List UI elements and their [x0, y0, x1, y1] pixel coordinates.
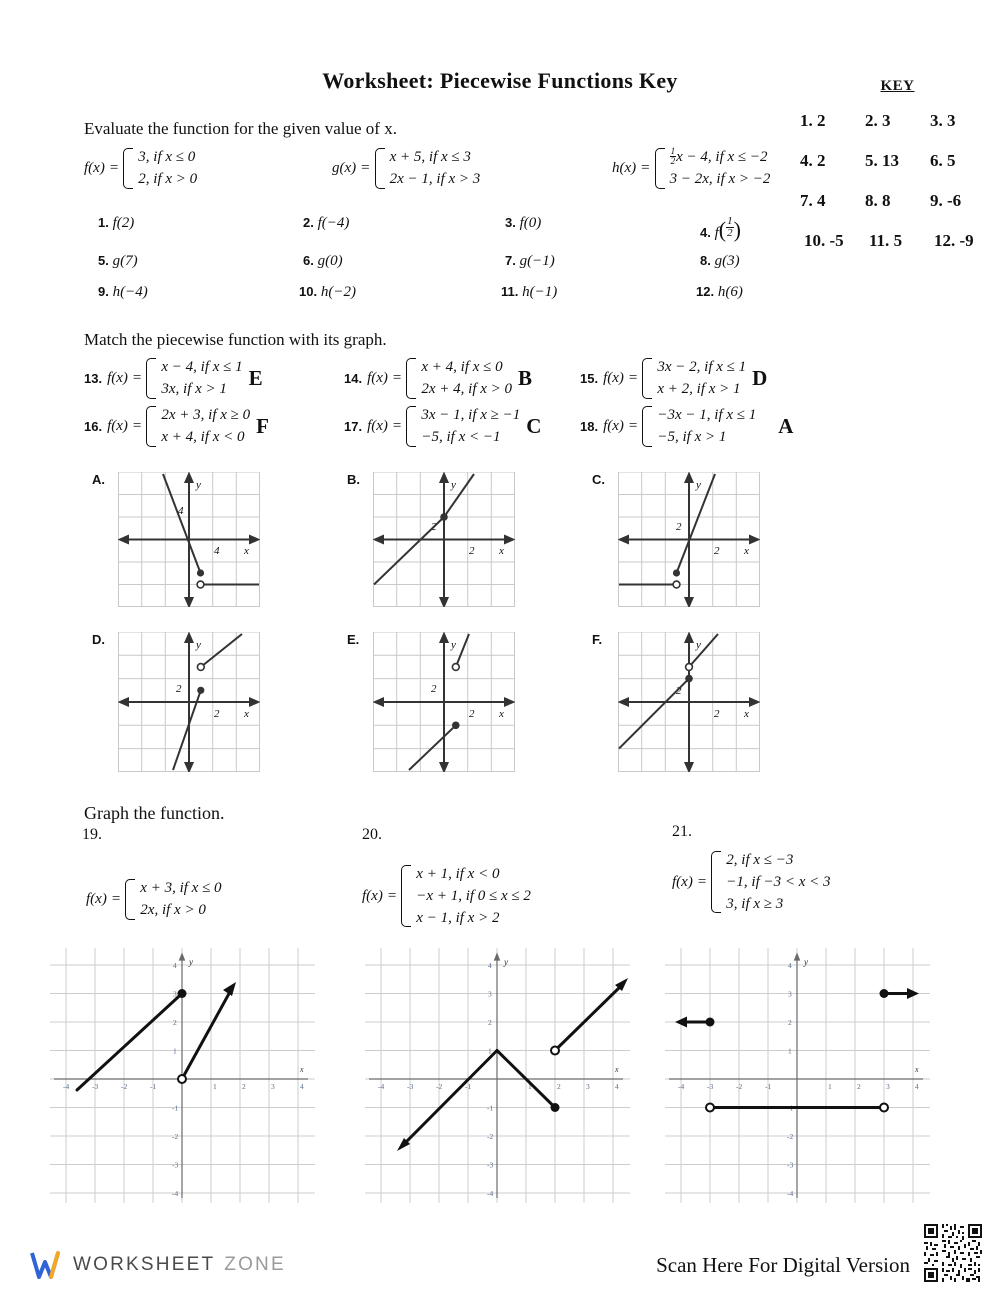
svg-text:-3: -3	[92, 1082, 99, 1091]
svg-text:2: 2	[676, 685, 682, 697]
key-val: 8	[882, 191, 891, 210]
key-num: 9.	[930, 191, 943, 210]
key-val: -5	[829, 231, 844, 250]
svg-text:x: x	[244, 545, 249, 557]
key-val: 5	[893, 231, 903, 250]
function-case: x + 3, if x ≤ 0	[140, 880, 222, 896]
svg-text:3: 3	[271, 1082, 275, 1091]
answer-key-grid	[800, 111, 995, 251]
graph-label-D: D.	[92, 632, 105, 647]
case-brace	[146, 358, 156, 399]
function-case: 3x − 1, if x ≥ −1	[421, 407, 521, 423]
function-name-g: g(x)	[332, 159, 357, 176]
function-definition-20: f(x) = x + 1, if x < 0 −x + 1, if 0 ≤ x ≤ 2 x − 1, if x > 2	[362, 866, 531, 926]
function-case: x + 5, if x ≤ 3	[389, 149, 471, 165]
svg-text:2: 2	[676, 521, 682, 533]
problem-2: 2. f(−4)	[303, 215, 350, 231]
key-val: 2	[817, 151, 826, 170]
key-val: 5	[947, 151, 956, 170]
case-brace	[655, 148, 665, 189]
key-item	[930, 151, 995, 171]
function-case: −x + 1, if 0 ≤ x ≤ 2	[416, 887, 531, 904]
function-case: x − 1, if x > 2	[416, 909, 500, 926]
fraction-one-half: $\frac{1}{2}$	[727, 215, 733, 240]
key-num: 4.	[800, 151, 813, 170]
problem-5: 5. g(7)	[98, 253, 138, 269]
answer-letter-15: D	[752, 365, 768, 390]
graph-label-A: A.	[92, 472, 105, 487]
function-case: x + 2, if x > 1	[657, 380, 741, 397]
svg-text:y: y	[196, 479, 201, 491]
function-case: 3 − 2x, if x > −2	[669, 171, 771, 188]
svg-text:2: 2	[242, 1082, 246, 1091]
key-item	[869, 231, 930, 251]
logo-text-zone: ZONE	[224, 1254, 286, 1275]
svg-text:-3: -3	[787, 1160, 794, 1170]
function-name-h: h(x)	[612, 159, 637, 176]
svg-text:4: 4	[178, 505, 184, 517]
problem-3: 3. f(0)	[505, 215, 542, 231]
function-case: x + 4, if x < 0	[161, 428, 245, 445]
svg-text:y: y	[504, 957, 508, 967]
problem-number: 17.	[344, 418, 363, 434]
problem-number: 16.	[84, 418, 103, 434]
key-num: 5.	[865, 151, 878, 170]
graph-F	[618, 632, 760, 772]
svg-text:2: 2	[173, 1018, 177, 1027]
svg-text:1: 1	[788, 1046, 792, 1056]
svg-text:y: y	[804, 957, 808, 967]
problem-number: 15.	[580, 370, 599, 386]
svg-text:x: x	[744, 545, 749, 557]
function-case: 2, if x ≤ −3	[726, 852, 794, 868]
problem-number: 14.	[344, 370, 363, 386]
svg-text:-4: -4	[172, 1189, 179, 1198]
svg-text:-1: -1	[765, 1082, 772, 1091]
svg-text:-1: -1	[150, 1082, 157, 1091]
function-case: 3, if x ≥ 3	[726, 895, 784, 912]
section3-instruction: Graph the function.	[84, 803, 225, 823]
problem-1: 1. f(2)	[98, 215, 135, 231]
answer-graph-19	[50, 948, 315, 1203]
svg-text:y: y	[696, 479, 701, 491]
worksheet-zone-logo[interactable]	[30, 1250, 286, 1280]
case-brace	[375, 148, 385, 189]
svg-text:x: x	[915, 1065, 919, 1074]
svg-text:y: y	[696, 639, 701, 651]
match-problem-18: 18. f(x) = −3x − 1, if x ≤ 1 −5, if x > 1 A	[580, 407, 794, 445]
svg-text:-1: -1	[172, 1103, 179, 1113]
svg-text:3: 3	[488, 989, 492, 999]
function-case: 3, if x ≤ 0	[138, 149, 196, 165]
answer-key-panel	[800, 78, 995, 251]
case-brace	[642, 406, 652, 447]
key-num: 1.	[800, 111, 813, 130]
svg-text:x: x	[499, 708, 504, 720]
key-num: 10.	[804, 231, 826, 250]
key-item	[800, 111, 865, 131]
graph-D	[118, 632, 260, 772]
key-val: -9	[959, 231, 974, 250]
answer-letter-17: C	[526, 413, 542, 438]
key-val: 2	[817, 111, 826, 130]
key-item	[865, 111, 930, 131]
answer-key-heading: KEY	[880, 78, 915, 94]
scan-instruction-text: Scan Here For Digital Version	[656, 1253, 910, 1277]
key-val: -6	[947, 191, 962, 210]
svg-text:-2: -2	[172, 1132, 179, 1141]
problem-6: 6. g(0)	[303, 253, 343, 269]
key-item	[934, 231, 995, 251]
svg-text:x: x	[244, 708, 249, 720]
page-title: Worksheet: Piecewise Functions Key	[322, 68, 678, 93]
problem-4: 4. f( $\frac{1}{2}$ )	[700, 215, 741, 242]
function-case: $\frac{1}{2}$ x − 4, if x ≤ −2	[670, 146, 768, 167]
case-brace	[146, 406, 156, 447]
svg-text:-4: -4	[487, 1189, 494, 1198]
function-definition-f: f(x) = 3, if x ≤ 0 2, if x > 0	[84, 149, 198, 187]
function-case: 3x, if x > 1	[161, 380, 227, 397]
problem-20-number: 20.	[362, 826, 382, 843]
case-brace	[406, 358, 416, 399]
svg-text:-2: -2	[736, 1082, 743, 1091]
svg-text:3: 3	[173, 989, 177, 999]
function-definition-21: f(x) = 2, if x ≤ −3 −1, if −3 < x < 3 3, if x ≥ 3	[672, 852, 831, 912]
key-item	[865, 151, 930, 171]
key-val: 3	[882, 111, 891, 130]
svg-text:-4: -4	[678, 1082, 685, 1091]
problem-19-number: 19.	[82, 826, 102, 843]
qr-code[interactable]	[924, 1224, 982, 1282]
key-num: 11.	[869, 231, 890, 250]
svg-text:4: 4	[915, 1082, 919, 1091]
svg-text:-4: -4	[63, 1082, 70, 1091]
match-problem-14: 14. f(x) = x + 4, if x ≤ 0 2x + 4, if x > 0 B	[344, 359, 533, 397]
svg-text:x: x	[499, 545, 504, 557]
function-case: −5, if x < −1	[421, 428, 501, 445]
function-case: x + 1, if x < 0	[416, 866, 500, 882]
key-item	[800, 151, 865, 171]
key-item	[930, 111, 995, 131]
svg-text:2: 2	[176, 683, 182, 695]
problem-8: 8. g(3)	[700, 253, 740, 269]
key-num: 6.	[930, 151, 943, 170]
svg-text:-2: -2	[121, 1082, 128, 1091]
svg-text:2: 2	[714, 545, 720, 557]
function-case: 2x, if x > 0	[140, 901, 206, 918]
key-num: 8.	[865, 191, 878, 210]
svg-text:1: 1	[488, 1046, 492, 1056]
problem-number: 18.	[580, 418, 599, 434]
section2-instruction: Match the piecewise function with its graph.	[84, 330, 387, 349]
logo-text-worksheet: WORKSHEET	[73, 1254, 216, 1275]
svg-text:2: 2	[214, 708, 220, 720]
graph-label-C: C.	[592, 472, 605, 487]
svg-text:2: 2	[431, 683, 437, 695]
match-problem-17: 17. f(x) = 3x − 1, if x ≥ −1 −5, if x < −1 C	[344, 407, 542, 445]
answer-letter-14: B	[518, 365, 533, 390]
svg-text:-3: -3	[172, 1160, 179, 1170]
svg-text:x: x	[300, 1065, 304, 1074]
function-case: −1, if −3 < x < 3	[726, 873, 831, 890]
w-logo-icon	[30, 1250, 64, 1280]
svg-text:2: 2	[469, 708, 475, 720]
case-brace	[401, 865, 411, 927]
svg-text:1: 1	[173, 1046, 177, 1056]
svg-text:4: 4	[488, 961, 492, 970]
key-num: 2.	[865, 111, 878, 130]
case-brace	[642, 358, 652, 399]
match-problem-13: 13. f(x) = x − 4, if x ≤ 1 3x, if x > 1 E	[84, 359, 263, 397]
case-brace	[125, 879, 135, 920]
problem-12: 12. h(6)	[696, 284, 743, 300]
function-name-f: f(x)	[84, 159, 105, 176]
svg-text:4: 4	[173, 961, 177, 970]
answer-graph-20	[365, 948, 630, 1203]
function-case: x − 4, if x ≤ 1	[161, 359, 243, 375]
function-case: −3x − 1, if x ≤ 1	[657, 407, 757, 423]
key-item	[930, 191, 995, 211]
function-case: 2, if x > 0	[138, 170, 198, 187]
svg-text:2: 2	[714, 708, 720, 720]
problem-21-number: 21.	[672, 823, 692, 840]
function-case: 2x − 1, if x > 3	[389, 170, 481, 187]
graph-A	[118, 472, 260, 607]
svg-text:-1: -1	[787, 1103, 794, 1113]
graph-label-F: F.	[592, 632, 603, 647]
graph-label-E: E.	[347, 632, 360, 647]
svg-text:-2: -2	[487, 1132, 494, 1141]
match-problem-15: 15. f(x) = 3x − 2, if x ≤ 1 x + 2, if x > 1 D	[580, 359, 768, 397]
svg-text:y: y	[196, 639, 201, 651]
graph-C	[618, 472, 760, 607]
case-brace	[406, 406, 416, 447]
key-num: 7.	[800, 191, 813, 210]
svg-text:4: 4	[300, 1082, 304, 1091]
svg-text:3: 3	[788, 989, 792, 999]
svg-text:-3: -3	[407, 1082, 414, 1091]
problem-11: 11. h(−1)	[501, 284, 558, 300]
key-item	[804, 231, 865, 251]
graph-E	[373, 632, 515, 772]
function-case: 2x + 4, if x > 0	[421, 380, 513, 397]
key-val: 3	[947, 111, 956, 130]
function-definition-19: f(x) = x + 3, if x ≤ 0 2x, if x > 0	[86, 880, 222, 918]
function-case: x + 4, if x ≤ 0	[421, 359, 503, 375]
answer-letter-13: E	[248, 365, 263, 390]
key-num: 3.	[930, 111, 943, 130]
svg-text:-1: -1	[487, 1103, 494, 1113]
svg-text:2: 2	[488, 1018, 492, 1027]
svg-text:-4: -4	[787, 1189, 794, 1198]
function-definition-h: h(x) = $\frac{1}{2}$ x − 4, if x ≤ −2 3 − 2x, if x > −2	[612, 146, 771, 188]
problem-7: 7. g(−1)	[505, 253, 555, 269]
svg-text:4: 4	[788, 961, 792, 970]
problem-number: 13.	[84, 370, 103, 386]
svg-text:4: 4	[214, 545, 220, 557]
match-problem-16: 16. f(x) = 2x + 3, if x ≥ 0 x + 4, if x < 0 F	[84, 407, 269, 445]
graph-label-B: B.	[347, 472, 360, 487]
section1-instruction: Evaluate the function for the given value of x.	[84, 119, 397, 138]
svg-text:-2: -2	[436, 1082, 443, 1091]
svg-text:-2: -2	[787, 1132, 794, 1141]
svg-text:x: x	[615, 1065, 619, 1074]
key-val: 13	[882, 151, 899, 170]
svg-text:3: 3	[586, 1082, 590, 1091]
function-case: 2x + 3, if x ≥ 0	[161, 407, 251, 423]
svg-text:2: 2	[857, 1082, 861, 1091]
key-item	[800, 191, 865, 211]
svg-text:2: 2	[469, 545, 475, 557]
svg-text:3: 3	[886, 1082, 890, 1091]
page-footer	[0, 1224, 1000, 1294]
fraction-one-half: $\frac{1}{2}$	[670, 146, 676, 167]
function-case: 3x − 2, if x ≤ 1	[657, 359, 747, 375]
svg-text:y: y	[189, 957, 193, 967]
key-item	[865, 191, 930, 211]
key-val: 4	[817, 191, 826, 210]
problem-9: 9. h(−4)	[98, 284, 148, 300]
graph-B	[373, 472, 515, 607]
svg-text:2: 2	[557, 1082, 561, 1091]
svg-text:2: 2	[431, 521, 437, 533]
case-brace	[711, 851, 721, 913]
svg-text:-4: -4	[378, 1082, 385, 1091]
svg-text:y: y	[451, 479, 456, 491]
svg-text:2: 2	[788, 1018, 792, 1027]
function-case: −5, if x > 1	[657, 428, 727, 445]
svg-text:1: 1	[213, 1082, 217, 1091]
answer-graph-21	[665, 948, 930, 1203]
svg-text:y: y	[451, 639, 456, 651]
svg-text:-3: -3	[487, 1160, 494, 1170]
svg-text:4: 4	[615, 1082, 619, 1091]
problem-10: 10. h(−2)	[299, 284, 356, 300]
svg-text:1: 1	[828, 1082, 832, 1091]
answer-letter-18: A	[778, 413, 794, 438]
svg-text:x: x	[744, 708, 749, 720]
svg-text:-1: -1	[465, 1082, 472, 1091]
svg-text:1: 1	[528, 1082, 532, 1091]
key-num: 12.	[934, 231, 956, 250]
function-definition-g: g(x) = x + 5, if x ≤ 3 2x − 1, if x > 3	[332, 149, 481, 187]
case-brace	[123, 148, 133, 189]
svg-text:-3: -3	[707, 1082, 714, 1091]
answer-letter-16: F	[256, 413, 269, 438]
